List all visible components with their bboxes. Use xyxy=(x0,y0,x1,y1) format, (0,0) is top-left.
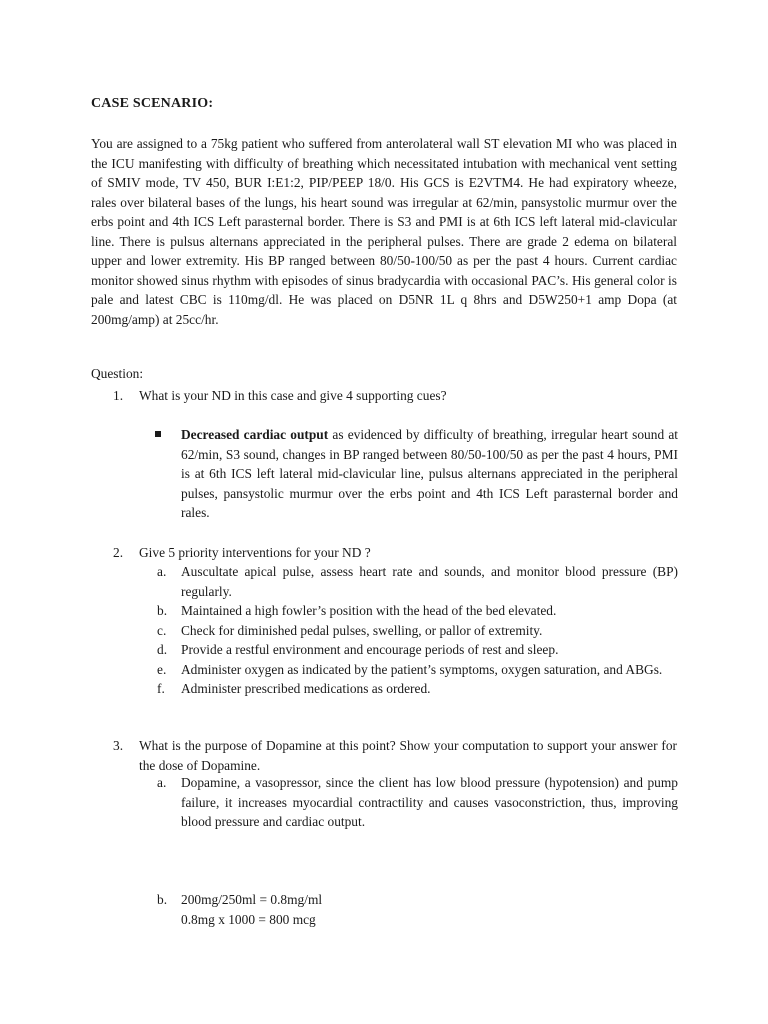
list-letter: b. xyxy=(157,603,168,618)
question-1-answer xyxy=(181,425,678,523)
question-number: 3. xyxy=(113,738,124,753)
square-bullet-icon xyxy=(155,431,161,437)
list-item xyxy=(0,601,768,621)
question-2 xyxy=(91,543,677,563)
list-item-text: Provide a restful environment and encourage periods of rest and sleep. xyxy=(181,642,559,657)
list-item-text: Administer oxygen as indicated by the patient’s symptoms, oxygen saturation, and ABGs. xyxy=(181,661,663,677)
question-text: What is the purpose of Dopamine at this point? Show your computation to support your answer for the dose of Dopamine. xyxy=(139,738,677,773)
list-item-text: Check for diminished pedal pulses, swelling, or pallor of extremity. xyxy=(181,622,543,638)
list-item xyxy=(0,660,768,680)
question-1 xyxy=(91,386,677,406)
list-letter: e. xyxy=(157,661,167,677)
case-scenario-heading: CASE SCENARIO: xyxy=(91,96,214,111)
list-item xyxy=(0,621,768,641)
list-item-text: Dopamine, a vasopressor, since the client has low blood pressure (hypotension) and pump failure, it increases myocardial contractility and causes vasoconstriction, thus, improving blood pressure and cardiac output. xyxy=(181,775,678,829)
question-label: Question: xyxy=(91,366,144,381)
computation-line-1: 200mg/250ml = 0.8mg/ml xyxy=(181,892,323,907)
list-letter: c. xyxy=(157,622,167,638)
dopamine-computation-list xyxy=(0,890,768,929)
list-item-text: Administer prescribed medications as ordered. xyxy=(181,681,431,696)
supporting-cues: as evidenced by difficulty of breathing, irregular heart sound at 62/min, S3 sound, changes in BP ranged between 80/50-100/50 as per the past 4 hours, PMI is at 6th ICS left lateral mid-clavicular line, pulsus alternans appreciated in the peripheral pulses, pansystolic murmur over the erbs point and 4th ICS Left parasternal border and rales. xyxy=(181,427,678,520)
question-3 xyxy=(91,736,677,775)
list-letter: a. xyxy=(157,775,167,790)
list-letter: b. xyxy=(157,892,168,907)
list-letter: a. xyxy=(157,564,167,579)
computation xyxy=(181,890,678,929)
question-number: 1. xyxy=(113,388,124,403)
case-scenario-paragraph: You are assigned to a 75kg patient who suffered from anterolateral wall ST elevation MI who was placed in the ICU manifesting with difficulty of breathing which necessitated intubation with mechanical vent setting of SMIV mode, TV 450, BUR I:E1:2, PIP/PEEP 18/0. His GCS is E2VTM4. He had expiratory wheeze, rales over bilateral bases of the lungs, his heart sound was irregular at 62/min, pansystolic murmur over the erbs point and 4th ICS Left parasternal border. There is S3 and PMI is at 6th ICS left lateral mid-clavicular line. There is pulsus alternans appreciated in the peripheral pulses. There are grade 2 edema on bilateral upper and lower extremity. His BP ranged between 80/50-100/50 as per the past 4 hours. Current cardiac monitor showed sinus rhythm with episodes of sinus bradycardia with occasional PAC’s. His general color is pale and latest CBC is 110mg/dl. He was placed on D5NR 1L q 8hrs and D5W250+1 amp Dopa (at 200mg/amp) at 25cc/hr. xyxy=(91,136,677,327)
list-item xyxy=(0,562,768,601)
list-item-text: Maintained a high fowler’s position with the head of the bed elevated. xyxy=(181,603,557,618)
interventions-list xyxy=(0,562,768,699)
question-number: 2. xyxy=(113,545,124,560)
list-letter: f. xyxy=(157,681,165,696)
list-item xyxy=(0,773,768,832)
list-item xyxy=(0,890,768,929)
list-item xyxy=(0,640,768,660)
list-item-text: Auscultate apical pulse, assess heart rate and sounds, and monitor blood pressure (BP) regularly. xyxy=(181,564,678,599)
list-letter: d. xyxy=(157,642,168,657)
question-text: What is your ND in this case and give 4 supporting cues? xyxy=(139,388,447,403)
nursing-diagnosis: Decreased cardiac output xyxy=(181,427,329,442)
question-text: Give 5 priority interventions for your ND ? xyxy=(139,545,371,560)
dopamine-purpose-list xyxy=(0,773,768,832)
list-item xyxy=(0,679,768,699)
computation-line-2: 0.8mg x 1000 = 800 mcg xyxy=(181,911,316,927)
